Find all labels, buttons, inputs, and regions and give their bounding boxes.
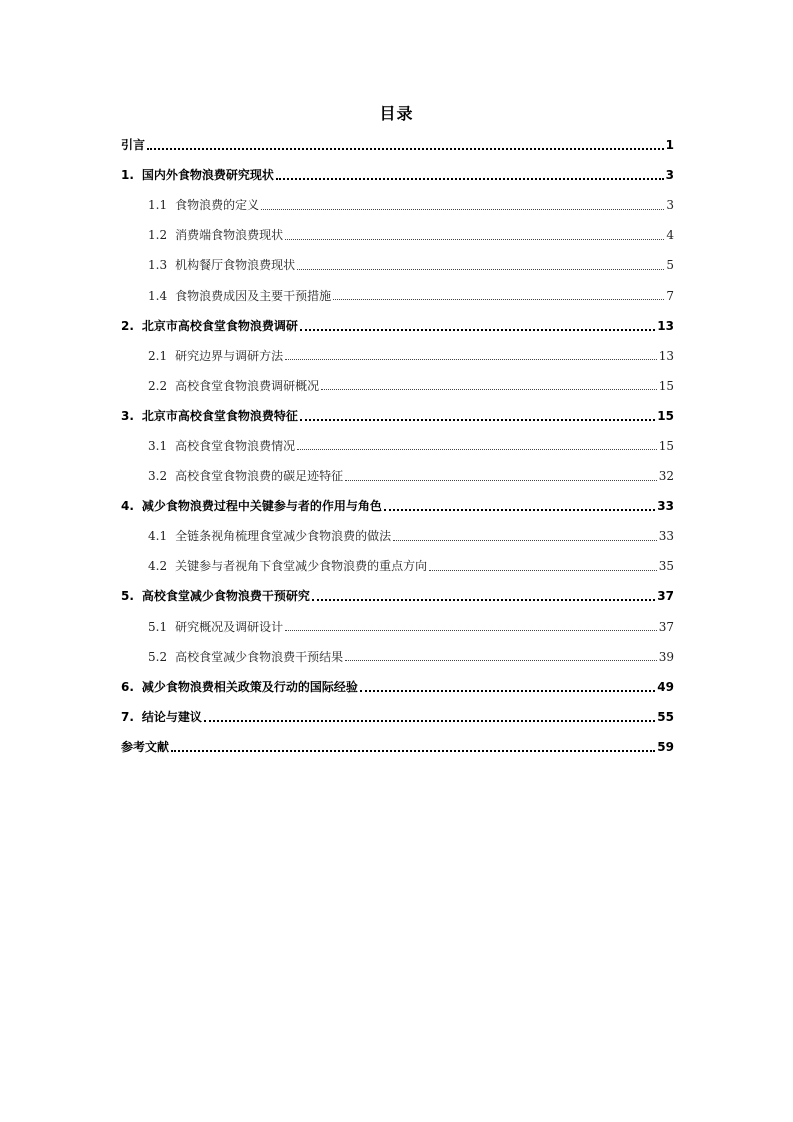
toc-entry-page: 13 — [658, 348, 674, 363]
toc-entry-page: 3 — [665, 168, 674, 183]
toc-leader-dots — [345, 479, 657, 481]
toc-leader-dots — [360, 689, 655, 692]
toc-entry-number: 4. — [121, 499, 134, 514]
toc-entry-number: 1.2 — [148, 228, 168, 243]
toc-leader-dots — [285, 238, 664, 240]
toc-entry-number: 5.1 — [148, 619, 168, 634]
toc-entry[interactable] — [121, 642, 674, 672]
toc-entry-number: 6. — [121, 679, 134, 694]
toc-entry-text: 高校食堂食物浪费的碳足迹特征 — [175, 469, 344, 484]
toc-entry[interactable] — [121, 431, 674, 461]
toc-entry-text: 机构餐厅食物浪费现状 — [175, 258, 296, 273]
toc-entry[interactable] — [121, 672, 674, 702]
toc-entry-page: 15 — [658, 378, 674, 393]
toc-leader-dots — [171, 749, 655, 752]
toc-leader-dots — [384, 508, 655, 511]
toc-leader-dots — [276, 177, 664, 180]
toc-entry-number: 1.4 — [148, 288, 168, 303]
toc-entry-text: 消费端食物浪费现状 — [175, 228, 284, 243]
toc-entry[interactable] — [121, 280, 674, 310]
toc-entry[interactable] — [121, 702, 674, 732]
toc-entry-number: 2. — [121, 318, 134, 333]
toc-entry[interactable] — [121, 401, 674, 431]
toc-entry-text: 北京市高校食堂食物浪费调研 — [141, 318, 298, 333]
toc-leader-dots — [297, 448, 657, 450]
toc-entry-page: 5 — [666, 258, 674, 273]
toc-entry[interactable] — [121, 521, 674, 551]
toc-entry-number: 3.2 — [148, 469, 168, 484]
toc-entry[interactable] — [121, 371, 674, 401]
toc-entry[interactable] — [121, 461, 674, 491]
toc-entry-number: 1.1 — [148, 198, 168, 213]
toc-entry[interactable] — [121, 220, 674, 250]
toc-entry-page: 4 — [666, 228, 674, 243]
toc-entry-text: 高校食堂减少食物浪费干预研究 — [141, 589, 310, 604]
toc-entry[interactable] — [121, 551, 674, 581]
toc-entry-page: 39 — [658, 649, 674, 664]
toc-leader-dots — [312, 598, 655, 601]
toc-title: 目录 — [379, 104, 414, 123]
toc-entry-number: 5.2 — [148, 649, 168, 664]
toc-entry[interactable] — [121, 311, 674, 341]
toc-leader-dots — [345, 659, 657, 661]
toc-entry-text: 引言 — [121, 138, 146, 153]
toc-entry-page: 33 — [658, 529, 674, 544]
toc-entry-page: 7 — [666, 288, 674, 303]
toc-entry[interactable] — [121, 160, 674, 190]
toc-entry-number: 1. — [121, 168, 134, 183]
toc-entry-text: 高校食堂食物浪费情况 — [175, 438, 296, 453]
toc-leader-dots — [261, 208, 664, 210]
toc-entry-number: 4.1 — [148, 529, 168, 544]
toc-entry[interactable] — [121, 190, 674, 220]
toc-leader-dots — [429, 569, 657, 571]
toc-entry-page: 1 — [665, 138, 674, 153]
toc-entry-text: 结论与建议 — [141, 709, 202, 724]
toc-entry[interactable] — [121, 732, 674, 762]
toc-entry-page: 15 — [657, 408, 674, 423]
toc-entry-text: 高校食堂食物浪费调研概况 — [175, 378, 320, 393]
toc-entry-page: 13 — [657, 318, 674, 333]
toc-entry-text: 关键参与者视角下食堂减少食物浪费的重点方向 — [175, 559, 428, 574]
toc-entry-text: 减少食物浪费相关政策及行动的国际经验 — [141, 679, 358, 694]
toc-entry-text: 国内外食物浪费研究现状 — [141, 168, 274, 183]
toc-entry-text: 北京市高校食堂食物浪费特征 — [141, 408, 298, 423]
toc-entry-page: 59 — [657, 739, 674, 754]
toc-entry[interactable] — [121, 491, 674, 521]
toc-entry-number: 3.1 — [148, 438, 168, 453]
toc-entry[interactable] — [121, 612, 674, 642]
toc-leader-dots — [285, 358, 657, 360]
toc-entry-text: 研究边界与调研方法 — [175, 348, 284, 363]
toc-entry[interactable] — [121, 250, 674, 280]
toc-leader-dots — [147, 147, 664, 150]
toc-entry-text: 研究概况及调研设计 — [175, 619, 284, 634]
toc-entry-page: 32 — [658, 469, 674, 484]
toc-entry-text: 高校食堂减少食物浪费干预结果 — [175, 649, 344, 664]
toc-leader-dots — [393, 539, 657, 541]
toc-entry-number: 3. — [121, 408, 134, 423]
toc-entry-number: 4.2 — [148, 559, 168, 574]
toc-leader-dots — [204, 719, 655, 722]
toc-list — [121, 130, 674, 762]
toc-entry-page: 37 — [658, 619, 674, 634]
toc-leader-dots — [297, 268, 664, 270]
toc-leader-dots — [300, 418, 655, 421]
toc-entry-text: 食物浪费的定义 — [175, 198, 260, 213]
toc-leader-dots — [285, 629, 657, 631]
toc-entry-page: 3 — [666, 198, 674, 213]
toc-entry-page: 35 — [658, 559, 674, 574]
toc-entry-page: 49 — [657, 679, 674, 694]
toc-leader-dots — [300, 328, 655, 331]
toc-entry[interactable] — [121, 581, 674, 611]
toc-entry-page: 33 — [657, 499, 674, 514]
toc-entry-page: 55 — [657, 709, 674, 724]
toc-leader-dots — [321, 388, 657, 390]
toc-entry-number: 2.1 — [148, 348, 168, 363]
toc-entry-page: 15 — [658, 438, 674, 453]
toc-entry-page: 37 — [657, 589, 674, 604]
toc-entry[interactable] — [121, 341, 674, 371]
toc-entry-text: 参考文献 — [121, 739, 170, 754]
toc-entry-number: 1.3 — [148, 258, 168, 273]
toc-entry[interactable] — [121, 130, 674, 160]
toc-entry-number: 5. — [121, 589, 134, 604]
toc-entry-number: 2.2 — [148, 378, 168, 393]
toc-leader-dots — [333, 298, 664, 300]
toc-entry-text: 食物浪费成因及主要干预措施 — [175, 288, 332, 303]
toc-entry-text: 全链条视角梳理食堂减少食物浪费的做法 — [175, 529, 392, 544]
toc-entry-text: 减少食物浪费过程中关键参与者的作用与角色 — [141, 499, 382, 514]
toc-entry-number: 7. — [121, 709, 134, 724]
